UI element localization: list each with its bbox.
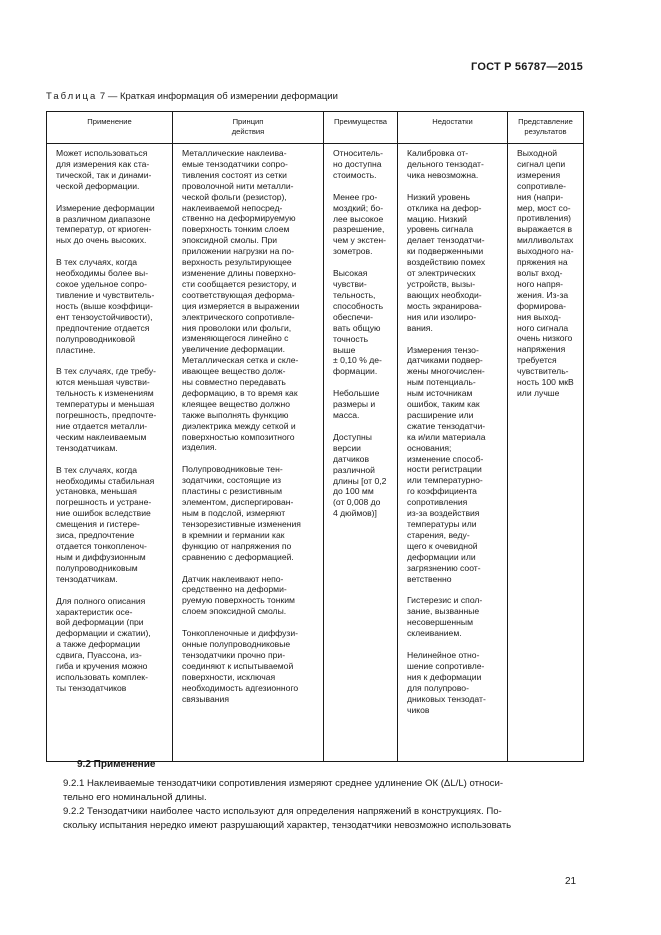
cell-paragraph: В тех случаях, где требу- ются меньшая чувстви- тельность к изменениям температуры и меньшая погрешность, предпочте- ние отдается металли- ческим наклеиваемым тензодатчикам. (56, 366, 157, 453)
cell-results (508, 144, 584, 762)
cell-paragraph: Для полного описания характеристик осе- вой деформации (при деформации и сжатии), а также деформации сдвига, Пуассона, из- гиба и кручения можно использовать комплек- ты тензодатчиков (56, 595, 151, 693)
cell-paragraph: Низкий уровень отклика на дефор- мацию. Низкий уровень сигнала делает тензодатчи- ки подверженными воздействию помех от электрических устройств, вызы- вающих необходи- мость экранирова- ния или изолиро- вания. (407, 191, 486, 333)
cell-paragraph: Доступны версии датчиков различной длины [от 0,2 до 100 мм (от 0,008 до 4 дюймов)] (333, 431, 387, 519)
cell-principle (173, 144, 324, 762)
cell-paragraph: Относитель- но доступна стоимость. (333, 148, 383, 180)
table-caption-label: Таблица (46, 91, 98, 102)
column-header-label: Представление результатов (518, 117, 573, 136)
cell-paragraph: Менее гро- моздкий; бо- лее высокое разрешение, чем у экстен- зометров. (333, 191, 387, 257)
section-heading: 9.2 Применение (77, 759, 156, 770)
cell-paragraph: Нелинейное отно- шение сопротивле- ния к деформации для полупрово- дниковых тензодат- чиков (407, 650, 486, 715)
cell-paragraph: Гистерезис и спол- зание, вызванные несовершенным склеиванием. (407, 595, 483, 639)
cell-paragraph: В тех случаях, когда необходимы стабильная установка, меньшая погрешность и устране- ние ошибок вследствие смещения и гистере- зиса, предпочтение отдается тонкопленоч- ным и диффузионным полупроводниковым тензодатчикам. (56, 464, 155, 584)
cell-paragraph: Металлические наклеива- емые тензодатчики сопро- тивления состоят из сетки проволочной нити металли- ческой фольги (резистор), наклеиваемой непосред- ственно на деформируемую поверхность тонким слоем эпоксидной смолы. При приложении нагрузки на по- верхность результирующее изменение длины поверхно- сти сообщается резистору, и соответствующая деформа- ция измеряется в выражении электрического сопротивле- ния проволоки или фольги, изменяющегося линейно с увеличение деформации. Металлическая сетка и скле- ивающее вещество долж- ны совместно передавать деформацию, в то время как клеящее вещество должно также выполнять функцию диэлектрика между сеткой и поверхностью композитного изделия. (182, 148, 300, 453)
table-row (47, 144, 584, 762)
column-header-application (47, 112, 173, 144)
column-header-results (508, 112, 584, 144)
body-paragraph: 9.2.1 Наклеиваемые тензодатчики сопротивления измеряют среднее удлинение ОК (ΔL/L) относи- тельно его номинальной длины. (63, 778, 504, 803)
cell-paragraph: Небольшие размеры и масса. (333, 388, 380, 421)
cell-application (47, 144, 173, 762)
strain-measurement-table (46, 111, 584, 762)
table-caption-number: 7 (99, 91, 106, 102)
column-header-principle (173, 112, 324, 144)
cell-paragraph: Высокая чувстви- тельность, способность обеспечи- вать общую точность выше ± 0,10 % де- формации. (333, 268, 384, 377)
cell-advantages (324, 144, 398, 762)
cell-paragraph: Измерения тензо- датчиками подвер- жены многочислен- ным потенциаль- ным источникам ошибок, таким как расширение или сжатие тензодатчи- ка и/или материала основания; изменение способ- ности регистрации или температурно- го коэффициента сопротивления из-за воздействия температуры или старения, веду- щего к очевидной деформации или загрязнению соот- ветственно (407, 344, 486, 584)
column-header-label: Принцип действия (231, 117, 265, 136)
table-caption-text: — Краткая информация об измерении деформации (107, 91, 338, 102)
table-caption (46, 91, 338, 102)
table-header-row (47, 112, 584, 144)
cell-paragraph: Может использоваться для измерения как ста- тической, так и динами- ческой деформации. (56, 148, 152, 191)
body-paragraph: 9.2.2 Тензодатчики наиболее часто используют для определения напряжений в конструкциях. По- скольку испытания нередко имеют разрушающий характер, тензодатчики невозможно использовать (63, 806, 512, 831)
cell-paragraph: Измерение деформации в различном диапазоне температур, от криоген- ных до очень высоких. (56, 202, 155, 246)
column-header-disadvantages (398, 112, 508, 144)
cell-paragraph: Калибровка от- дельного тензодат- чика невозможна. (407, 148, 484, 180)
column-header-label: Преимущества (333, 117, 388, 126)
column-header-advantages (324, 112, 398, 144)
page-number: 21 (565, 876, 577, 887)
cell-paragraph: Тонкопленочные и диффузи- онные полупроводниковые тензодатчики прочно при- соединяют к испытываемой поверхности, исключая необходимость адгезионного связывания (182, 628, 299, 704)
cell-paragraph: Выходной сигнал цепи измерения сопротивле- ния (напри- мер, мост со- противления) выражается в милливольтах выходного на- пряжения на вольт вход- ного напря- жения. Из-за формирова- ния выход- ного сигнала очень низкого напряжения требуется чувствитель- ность 100 мкВ или лучше (517, 148, 574, 398)
cell-paragraph: Датчик наклеивают непо- средственно на деформи- руемую поверхность тонким слоем эпоксидной смолы. (182, 573, 295, 617)
cell-paragraph: В тех случаях, когда необходимы более вы- сокое удельное сопро- тивление и чувствитель- ность (выше коэффици- ент тензоустойчивости), предпочтение отдается полупроводниковой пластине. (56, 257, 155, 355)
column-header-label: Недостатки (432, 117, 473, 126)
column-header-label: Применение (87, 117, 132, 126)
cell-disadvantages (398, 144, 508, 762)
cell-paragraph: Полупроводниковые тен- зодатчики, состоящие из пластины с резистивным элементом, диспергирован- ным в подслой, измеряют тензорезистивные изменения в кремнии и германии как функцию от напряжения по сравнению с деформацией. (182, 464, 301, 562)
standard-code: ГОСТ Р 56787—2015 (471, 61, 583, 73)
